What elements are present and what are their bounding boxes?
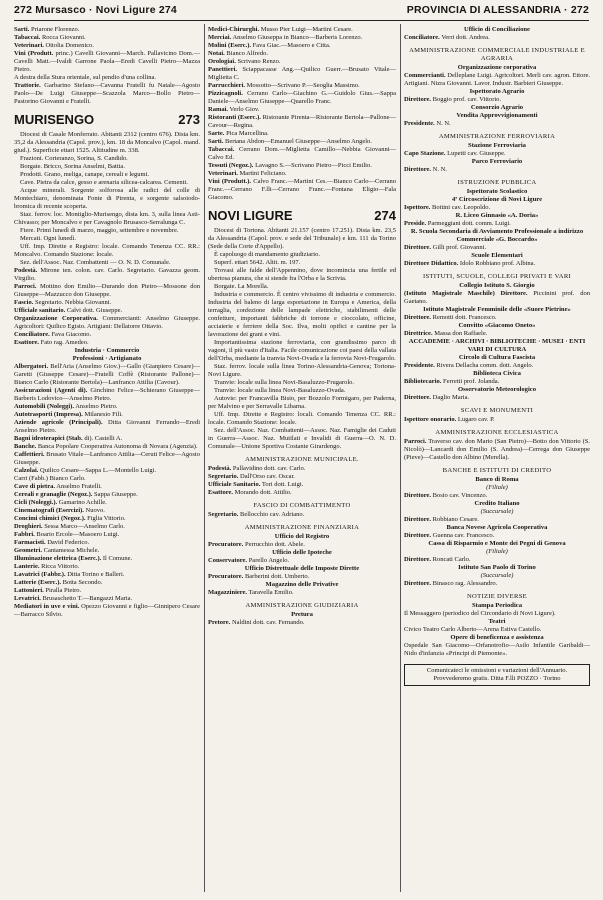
directory-entry: Ispettore. Bottini cav. Leopoldo. xyxy=(404,204,491,211)
directory-entry: Concimi chimici (Negoz.). Figlia Vittorio. xyxy=(14,515,126,522)
column-divider xyxy=(204,24,205,892)
directory-entry: Cereali e granaglie (Negoz.). Sappa Giuseppe. xyxy=(14,491,138,498)
directory-entry: Ristoranti (Eserc.). Ristorante Pirenta—Ristorante Bertola—Pallone—Cavour—Regina. xyxy=(208,114,396,129)
directory-entry: Conservatore. Parello Angelo. xyxy=(208,557,290,564)
town-heading xyxy=(14,112,200,128)
section-title: AMMINISTRAZIONE ECCLESIASTICA xyxy=(435,429,559,436)
directory-entry: Orologiai. Scrivano Renzo. xyxy=(208,58,281,65)
directory-entry: Carri (Fabb.) Bianco Carlo. xyxy=(14,475,86,482)
page-header xyxy=(14,4,589,18)
directory-entry: Notai. Bianco Alfredo. xyxy=(208,50,268,57)
town-paragraph: Industria e commercio. È centro vivissimo di industria e commercio. Industria del baleno di larga esportazione in Europa e America, della terraglia, confezione delle lampade elettriche, stabilimenti delle confetture, importanti fabbriche di torrone e cioccolato, officine, acciaierie e ferriere della Soc. Ilva, molti opifici e cantine per la lavorazione dei grani e vini. xyxy=(208,291,396,338)
directory-entry: Tessuti (Negoz.). Lavagno S.—Scrivano Pietro—Picci Emilio. xyxy=(208,162,372,169)
directory-entry: Veterinari. Ottolia Domenico. xyxy=(14,42,94,49)
directory-entry: Capo Stazione. Lupetti cav. Giuseppe. xyxy=(404,150,506,157)
town-paragraph: Autovie: per Francavilla Bisio, per Bozzolo Formigaro, per Paderna, per Malvino e per Serravalle Libarna. xyxy=(208,395,396,410)
section-title: NOTIZIE DIVERSE xyxy=(467,593,527,600)
town-paragraph: Diocesi di Tortona. Abitanti 21.157 (centro 17.251). Dista km. 23,5 da Alessandria (Capol. prov. e sede del Tribunale) e km. 111 da Torino (Sede della Corte d'Appello). xyxy=(208,227,396,250)
column-3 xyxy=(404,26,590,892)
town-paragraph: Mercati. Ogni lunedì. xyxy=(20,235,76,242)
directory-entry: Trattorie. Garbarino Stefano—Cavanna Fratelli fu Natale—Agosto Paolo—De Luigi Giuseppe—Scazzola Marco—Bollo Pietro—Pastorino Giovanni e Fratelli. xyxy=(14,82,200,105)
section-subtitle: Professioni · Artigianato xyxy=(72,355,142,362)
office-title: Osservatorio Meteorologico xyxy=(457,386,537,393)
directory-entry: Levatrici. Brusaschetto T.—Bangazzi Maria. xyxy=(14,595,133,602)
office-note: (Filiale) xyxy=(486,548,508,555)
town-number: 274 xyxy=(374,208,396,223)
directory-entry: Caffettieri. Brusato Vitale—Lanfranco Attilia—Ceruti Felice—Agosto Giuseppe. xyxy=(14,451,200,466)
office-title: Ufficio Distrettuale delle Imposte Dirette xyxy=(244,565,360,572)
directory-entry: Sarti. Bertana Abdon—Emanuel Giuseppe—Anselmo Angelo. xyxy=(208,138,372,145)
town-paragraph: Prodotti. Grano, meliga, canape, cereali e legumi. xyxy=(20,171,150,178)
office-title: Ufficio del Registro xyxy=(274,533,330,540)
office-title: R. Scuola Secondaria di Avviamento Professionale a indirizzo Commerciale «G. Boccardo» xyxy=(410,228,584,243)
town-paragraph: Sez. dell'Assoc. Naz. Combattenti — O. N. D. Comunale. xyxy=(20,259,171,266)
directory-entry: Direttore. Remotti dott. Francesco. xyxy=(404,314,497,321)
directory-entry: Civico Teatro Carlo Alberto—Arena Estiva Castello. xyxy=(404,626,542,633)
office-title: Istituto Magistrale Femminile delle «Suore Pietrine» xyxy=(423,306,571,313)
directory-entry: Organizzazione Corporativa. Commercianti: Anselmo Giuseppe. Agricoltori: Quilico Egisto. Artigiani: Dellatorre Ottavio. xyxy=(14,315,200,330)
office-title: Convitto «Giacomo Oneto» xyxy=(458,322,536,329)
section-title: SCAVI E MONUMENTI xyxy=(460,407,534,414)
directory-entry: Direttore. Boggio prof. cav. Vittorio. xyxy=(404,96,502,103)
directory-entry: Direttore. Daglio Maria. xyxy=(404,394,470,401)
town-paragraph: Staz. ferrov. loc. Montiglio-Murisengo, dista km. 3, sulla linea Asti-Chivasso; per Moncalvo e per Cavagnolo Brusasco-Serralunga C. xyxy=(14,211,200,226)
directory-entry: Latterie (Eserc.). Botta Secondo. xyxy=(14,579,103,586)
directory-entry: Cinematografi (Esercizi). Nuovo. xyxy=(14,507,105,514)
directory-entry: (Istituto Magistrale Maschile) Direttore. Piccinini prof. don Gaetano. xyxy=(404,290,590,305)
directory-entry: Il Messaggero (periodico del Circondario di Novi Ligure). xyxy=(404,610,556,617)
directory-entry: Illuminazione elettrica (Eserc.). Il Comune. xyxy=(14,555,133,562)
office-title: Scuole Elementari xyxy=(471,252,523,259)
town-paragraph: Uff. Imp. Dirette e Registro: locali. Comando Tenenza CC. RR.: locale. Comando Stazione: locale. xyxy=(208,411,396,426)
town-paragraph: Superf. ettari 5642. Altit. m. 197. xyxy=(214,259,301,266)
office-title: Teatri xyxy=(488,618,506,625)
section-title: Industria · Commercio xyxy=(74,347,140,354)
office-title: Vendita Approvvigionamenti xyxy=(456,112,538,119)
town-paragraph: Tranvie: locale sulla linea Novi-Basaluzzo-Ovada. xyxy=(214,387,346,394)
office-title: R. Liceo Ginnasio «A. Doria» xyxy=(455,212,539,219)
office-title: Biblioteca Civica xyxy=(473,370,521,377)
directory-entry: Assicurazioni (Agenti di). Ginchino Felice—Schierano Giuseppe—Barberis Lodovico—Anselmo Pietro. xyxy=(14,387,200,402)
directory-entry: Direttore. Bosio cav. Vincenzo. xyxy=(404,492,488,499)
town-paragraph: Acque minerali. Sorgente solforosa alle radici del colle di Montechiaro, denominata Fonte di Pirenta, e sorgente salsoiodo-bromica di recente scoperta. xyxy=(14,187,200,210)
office-note: (Succursale) xyxy=(480,508,514,515)
office-title: Opere di beneficenza e assistenza xyxy=(450,634,544,641)
directory-entry: Calzolai. Quilico Cesare—Sappa L.—Montello Luigi. xyxy=(14,467,157,474)
office-title: Stampa Periodica xyxy=(472,602,522,609)
town-paragraph: Diocesi di Casale Monferrato. Abitanti 2312 (centro 676). Dista km. 35,2 da Alessandria (Capol. prov.), km. 18 da Moncalvo (Capol. mand. giud.). Superficie ettari 1525. Altitudine m. 338. xyxy=(14,131,200,154)
office-title: 4ª Circoscrizione di Novi Ligure xyxy=(451,196,542,203)
section-title: AMMINISTRAZIONE FERROVIARIA xyxy=(438,133,556,140)
directory-entry: Albergatori. Bell'Aria (Anselmo Giov.)—Gallo (Gianpiero Cesare)—Garetti (Giuseppe Cesare)—Fratelli Coffè (Ristorante Pallone)—Bianco Carlo (Ristorante Bertola)—Lanfranco Attilia (Cavour). xyxy=(14,363,200,386)
directory-entry: Ufficiale sanitario. Calvi dott. Giuseppe. xyxy=(14,307,123,314)
directory-entry: Direttore. Robbiano Cesare. xyxy=(404,516,479,523)
directory-entry: Esattore. Fato rag. Amedeo. xyxy=(14,339,89,346)
directory-entry: Bibliotecario. Ferretti prof. Jolanda. xyxy=(404,378,500,385)
directory-entry: Vini (Produtt.). Calvo Franc.—Martini Ces.—Bianco Carlo—Cerrano Franc.—Cerrano F.lli—Cerrano Franc.—Fontana Eligio—Fala Giacomo. xyxy=(208,178,396,201)
directory-entry: Merciai. Anselmo Giuseppa in Bianco—Barberis Lorenzo. xyxy=(208,34,363,41)
directory-entry: Pretore. Naldini dott. cav. Fernando. xyxy=(208,619,305,626)
directory-entry: Vini (Produtt. princ.) Cavelli Giovanni—March. Pallavicino Dom.—Cavelli Matt.—Ivaldi Garrone Paola—Eredi Cavelli Pietro—Mazza Pietro. xyxy=(14,50,200,73)
directory-entry: Droghieri. Sessa Marco—Anselmo Carlo. xyxy=(14,523,125,530)
directory-entry: Autotrasporti (Impresa). Milanesio Fili. xyxy=(14,411,123,418)
section-title: BANCHE E ISTITUTI DI CREDITO xyxy=(442,467,552,474)
directory-entry: Ospedale San Giacomo—Orfanotrofio—Asilo Infantile Garibaldi—Nido d'infanzia «Principi di Piemonte». xyxy=(404,642,590,657)
directory-entry: Direttore. Binasco rag. Alessandro. xyxy=(404,580,498,587)
directory-entry: Direttore. N. N. xyxy=(404,166,447,173)
section-title: AMMINISTRAZIONE MUNICIPALE. xyxy=(245,456,359,463)
office-title: Stazione Ferroviaria xyxy=(468,142,526,149)
directory-entry: Lanterie. Ricca Vittorio. xyxy=(14,563,80,570)
directory-entry: Ufficiale Sanitario. Tori dott. Luigi. xyxy=(208,481,304,488)
directory-entry: Conciliatore. Fava Giacomo. xyxy=(14,331,92,338)
office-note: (Filiale) xyxy=(486,484,508,491)
directory-entry: Ramai. Verlo Giov. xyxy=(208,106,260,113)
column-2 xyxy=(208,26,396,892)
directory-entry: Lavatrici (Fabbr.). Ditta Torino e Balleri. xyxy=(14,571,125,578)
town-paragraph: Frazioni. Corteranzo, Sorina, S. Candido. xyxy=(20,155,128,162)
directory-entry: Magazziniere. Taravella Emilio. xyxy=(208,589,294,596)
town-paragraph: Sez. dell'Assoc. Naz. Combattenti—Assoc. Naz. Famiglie dei Caduti in Guerra—Assoc. Naz. Mutilati e Invalidi di Guerra—O. N. D. Comunale—Unione Sportiva Costante Girardengo. xyxy=(208,427,396,450)
office-title: Ispettorato Scolastico xyxy=(466,188,528,195)
town-name: NOVI LIGURE xyxy=(208,208,293,223)
directory-entry: Fascio. Segretario. Nebbia Giovanni. xyxy=(14,299,112,306)
town-paragraph: Uff. Imp. Dirette e Registro: locale. Comando Tenenza CC. RR.: Moncalvo. Comando Stazione: locale. xyxy=(14,243,200,258)
directory-entry: Presidente. Rivera Dellacha comm. dott. Angelo. xyxy=(404,362,534,369)
directory-entry: Fabbri. Boario Ercole—Masoero Luigi. xyxy=(14,531,120,538)
town-name: MURISENGO xyxy=(14,112,95,127)
town-heading xyxy=(208,208,396,224)
office-note: (Succursale) xyxy=(480,572,514,579)
office-title: Circolo di Cultura Fascista xyxy=(458,354,536,361)
directory-entry: Direttrice. Massa don Raffaele. xyxy=(404,330,488,337)
header-right: PROVINCIA DI ALESSANDRIA · 272 xyxy=(406,4,589,16)
town-paragraph: Tranvie: locale sulla linea Novi-Basaluzzo-Frugarolo. xyxy=(214,379,355,386)
section-title: AMMINISTRAZIONE COMMERCIALE INDUSTRIALE E AGRARIA xyxy=(409,47,585,62)
town-paragraph: Cave. Pietra da calce, gesso e arenaria silicea-calcarea. Cementi. xyxy=(20,179,188,186)
office-title: Pretura xyxy=(291,611,313,618)
office-title: Organizzazione corporativa xyxy=(457,64,537,71)
office-title: Credito Italiano xyxy=(474,500,520,507)
directory-entry: Segretario. Dall'Orso cav. Oscar. xyxy=(208,473,295,480)
directory-entry: Cave di pietra. Anselmo Fratelli. xyxy=(14,483,102,490)
directory-entry: Veterinari. Martini Feliciano. xyxy=(208,170,287,177)
directory-entry: Direttore. Roncati Carlo. xyxy=(404,556,471,563)
directory-entry: Presidente. N. N. xyxy=(404,120,451,127)
directory-entry: Aziende agricole (Principali). Ditta Giovanni Ferrando—Eredi Anselmo Pietro. xyxy=(14,419,200,434)
town-paragraph: Borgate. La Morella. xyxy=(214,283,269,290)
town-paragraph: Staz. ferrov. locale sulla linea Torino-Alessandria-Genova; Tortona-Novi Ligure. xyxy=(208,363,396,378)
directory-entry: Bagni idroterapici (Stab. di). Castelli A. xyxy=(14,435,123,442)
section-title: AMMINISTRAZIONE FINANZIARIA xyxy=(244,524,360,531)
directory-entry: Direttore Didattico. Idolo Robbiano prof. Albina. xyxy=(404,260,536,267)
directory-entry: Procuratore. Barberini dott. Umberto. xyxy=(208,573,310,580)
directory-entry: Ispettore onorario. Lugaro cav. P. xyxy=(404,416,495,423)
directory-entry: Preside. Parmeggiani dott. comm. Luigi. xyxy=(404,220,511,227)
office-title: ACCADEMIE · ARCHIVI · BIBLIOTECHE · MUSEI · ENTI VARI DI CULTURA xyxy=(408,338,586,353)
directory-entry: Medici-Chirurghi. Musso Pier Luigi—Martini Cesare. xyxy=(208,26,353,33)
office-title: Banca Novese Agricola Cooperativa xyxy=(446,524,548,531)
directory-entry: Lattonieri. Piralla Pietro. xyxy=(14,587,82,594)
town-paragraph: Borgate. Bricco, Sorina Anselmi, Battia. xyxy=(20,163,125,170)
town-paragraph: Fiere. Primi lunedì di marzo, maggio, settembre e novembre. xyxy=(20,227,179,234)
column-1 xyxy=(14,26,200,892)
directory-entry: Podestà. Mirone ten. colon. cav. Carlo. Segretario. Gavazza geom. Virgilio. xyxy=(14,267,200,282)
header-rule xyxy=(14,20,589,21)
office-title: Banco di Roma xyxy=(475,476,519,483)
directory-entry: Segretario. Bellocchio cav. Adriano. xyxy=(208,511,305,518)
directory-entry: Mediatori in uve e vini. Opezzo Giovanni e figlio—Ginnipero Cesare—Barracco Silvio. xyxy=(14,603,200,618)
directory-entry: Panettieri. Sciappacasse Ang.—Quilico Guerr.—Brusato Vitale—Miglietta C. xyxy=(208,66,396,81)
directory-entry: Parrucchieri. Mossotto—Scrivano P.—Seoglia Massimo. xyxy=(208,82,360,89)
office-title: Cassa di Risparmio e Monte dei Pegni di Genova xyxy=(428,540,566,547)
office-title: Parco Ferroviario xyxy=(471,158,523,165)
section-title: FASCIO DI COMBATTIMENTO xyxy=(253,502,351,509)
section-title: ISTRUZIONE PUBBLICA xyxy=(457,179,537,186)
section-title: ISTITUTI, SCUOLE, COLLEGI PRIVATI E VARI xyxy=(422,273,572,280)
office-title: Collegio Istituto S. Giorgio xyxy=(459,282,535,289)
advertisement-box: Comunicateci le omissioni e variazioni dell'Annuario. Provvederemo gratis. Ditta F.lli POZZO · Torino xyxy=(404,664,590,686)
office-title: Ispettorato Agrario xyxy=(469,88,525,95)
directory-entry: Parroci. Mottino don Emilio—Durando don Pietro—Mossone don Giuseppe—Mazzucco don Giuseppe. xyxy=(14,283,200,298)
town-paragraph: È capoluogo di mandamento giudiziario. xyxy=(214,251,320,258)
office-title: Magazzino delle Privative xyxy=(265,581,339,588)
directory-entry: Parroci. Traverso cav. don Mario (San Pietro)—Botto don Vittorio (S. Nicolò)—Lancardi don Emilio (S. Andrea)—Cerrega don Giuseppe (Pieve)—Castello don Albino (Merella). xyxy=(404,438,590,461)
directory-entry: Geometri. Cantamessa Michele. xyxy=(14,547,100,554)
directory-entry: Tabaccai. Rocca Giovanni. xyxy=(14,34,86,41)
town-paragraph: Importantissima stazione ferroviaria, con grandissimo parco di vagoni, il più vasto d'Italia. Facile comunicazione coi paesi della vallata dell'Orba, mediante la tranvia Novi-Ovada e la ferrovia Novi-Frugarolo. xyxy=(208,339,396,362)
town-paragraph: Trovasi alle falde dell'Appennino, dove incomincia una fertile ed ubertosa pianura, che si stende fra l'Orba e la Scrivia. xyxy=(208,267,396,282)
office-title: Consorzio Agrario xyxy=(470,104,524,111)
directory-entry: A destra della Stura orientale, sul pendio d'una collina. xyxy=(14,74,156,81)
directory-entry: Sarte. Pica Marcellina. xyxy=(208,130,269,137)
directory-entry: Cicli (Noleggi.). Gamarino Achille. xyxy=(14,499,107,506)
directory-entry: Pizzicagnoli. Cerrano Carlo—Giachino G.—Guidolo Gius.—Sappa Daniele—Anselmo Giuseppe—Quarello Franc. xyxy=(208,90,396,105)
section-title: AMMINISTRAZIONE GIUDIZIARIA xyxy=(245,602,359,609)
directory-entry: Automobili (Noleggi). Anselmo Pietro. xyxy=(14,403,118,410)
directory-entry: Sarti. Priarone Florenzo. xyxy=(14,26,80,33)
office-title: Ufficio di Conciliazione xyxy=(464,26,530,33)
office-title: Istituto San Paolo di Torino xyxy=(458,564,536,571)
directory-entry: Procuratore. Perrucchio dott. Abele. xyxy=(208,541,305,548)
directory-entry: Commercianti. Delleplane Luigi. Agricoltori. Merli cav. agron. Ettore. Artigiani. Nizra Giovanni. Lavor. Industr. Barbieri Giuseppe. xyxy=(404,72,590,87)
directory-entry: Direttore. Gilli prof. Giovanni. xyxy=(404,244,487,251)
directory-entry: Esattore. Morando dott. Attilio. xyxy=(208,489,292,496)
directory-entry: Molini (Eserc.). Fava Giac.—Masoero e Citta. xyxy=(208,42,331,49)
directory-entry: Podestà. Pallavidino dott. cav. Carlo. xyxy=(208,465,306,472)
directory-entry: Conciliatore. Verri dott. Andrea. xyxy=(404,34,490,41)
header-left: 272 Mursasco · Novi Ligure 274 xyxy=(14,4,177,16)
directory-entry: Direttore. Guenna cav. Francesco. xyxy=(404,532,495,539)
directory-entry: Tabaccai. Cerrano Dom.—Miglietta Camillo—Nebbia Giovanni—Calvo Ed. xyxy=(208,146,396,161)
directory-entry: Farmacisti. David Federico. xyxy=(14,539,90,546)
town-number: 273 xyxy=(178,112,200,127)
office-title: Ufficio delle Ipoteche xyxy=(272,549,332,556)
column-divider xyxy=(400,24,401,892)
directory-entry: Banche. Banca Popolare Cooperativa Autonoma di Novara (Agenzia). xyxy=(14,443,198,450)
